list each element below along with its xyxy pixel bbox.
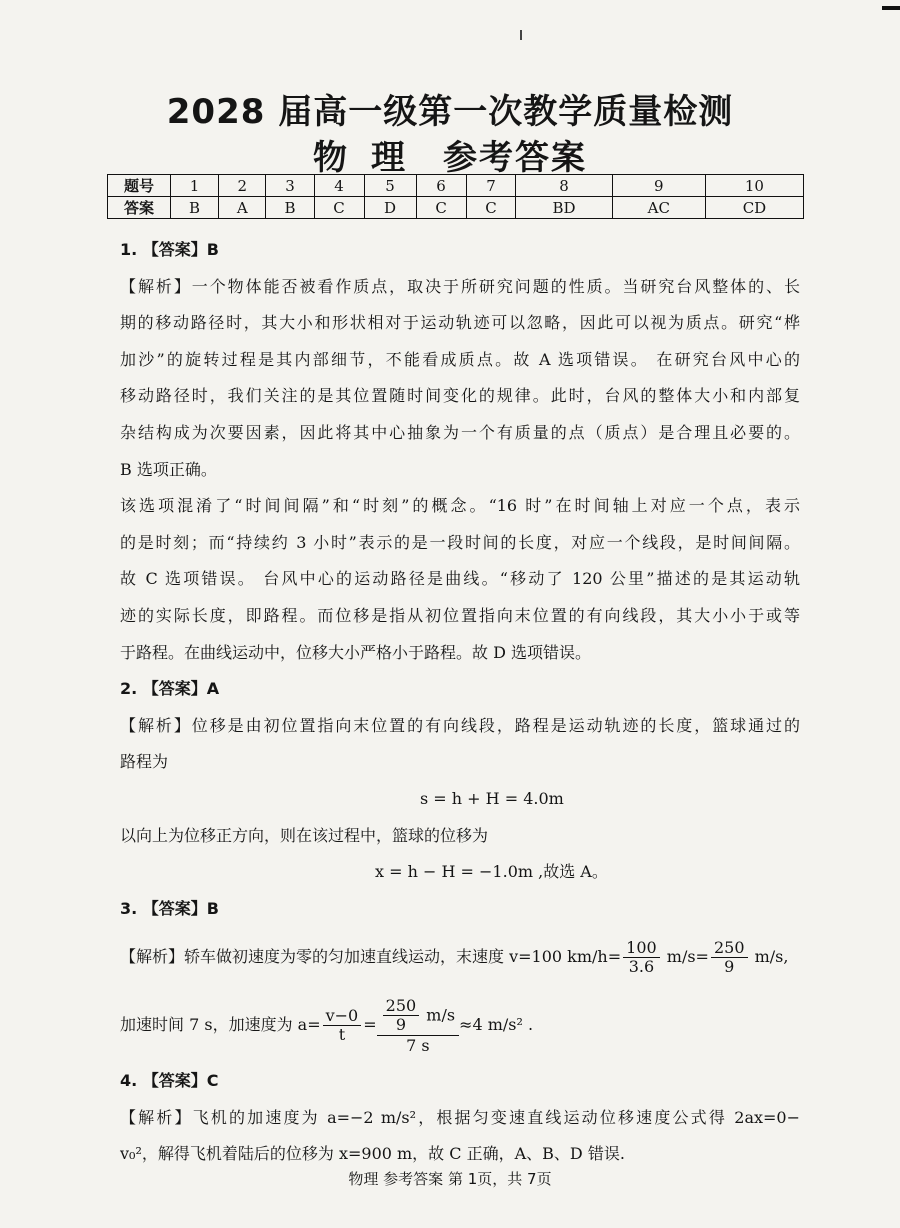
q1-line: B 选项正确。 [120, 459, 217, 479]
answer-cell: C [314, 197, 364, 219]
question-number: 1 [171, 175, 219, 197]
q1-line: 移动路径时，我们关注的是其位置随时间变化的规律。此时，台风的整体大小和内部复 [120, 386, 800, 406]
answer-cell: B [171, 197, 219, 219]
fraction-denominator: 3.6 [628, 957, 655, 977]
fraction [623, 939, 660, 977]
q4-heading: 4. 【答案】C [120, 1071, 219, 1091]
q1-line: 该选项混淆了“时间间隔”和“时刻”的概念。“16 时”在时间轴上对应一个点，表示 [120, 496, 800, 516]
question-number: 3 [266, 175, 314, 197]
nested-fraction-top [377, 997, 459, 1036]
q1-heading: 1. 【答案】B [120, 240, 219, 259]
subject-char-2: 理 [371, 138, 407, 178]
q1-line: 期的移动路径时，其大小和形状相对于运动轨迹可以忽略，因此可以视为质点。研究“桦 [120, 313, 800, 333]
subject-title [0, 130, 900, 179]
q2-line: 以向上为位移正方向，则在该过程中，篮球的位移为 [120, 825, 489, 845]
q3-text: m/s= [661, 947, 709, 967]
q3-text: m/s [421, 1005, 456, 1025]
q1-line: 【解析】一个物体能否被看作质点，取决于所研究问题的性质。当研究台风整体的、长 [120, 276, 800, 296]
scan-corner-mark [882, 6, 900, 10]
q1-line: 加沙”的旋转过程是其内部细节，不能看成质点。故 A 选项错误。 在研究台风中心的 [120, 349, 800, 369]
q1-line: 故 C 选项错误。 台风中心的运动路径是曲线。“移动了 120 公里”描述的是其运动轨 [120, 569, 800, 589]
answer-cell: B [266, 197, 314, 219]
fraction-denominator: t [338, 1025, 346, 1045]
q2-heading: 2. 【答案】A [120, 679, 220, 699]
question-number: 7 [466, 175, 516, 197]
fraction-numerator: v−0 [323, 1007, 362, 1026]
answer-table-header-row [108, 175, 804, 197]
answer-cell: BD [516, 197, 612, 219]
q1-line: 杂结构成为次要因素，因此将其中心抽象为一个有质量的点（质点）是合理且必要的。 [120, 422, 800, 442]
question-number: 10 [705, 175, 803, 197]
q3-line-acceleration [120, 987, 800, 1063]
q3-line-velocity [120, 927, 800, 987]
q2-line: 路程为 [120, 752, 169, 772]
answer-cell: AC [612, 197, 705, 219]
solutions-body [120, 232, 800, 1173]
question-number: 9 [612, 175, 705, 197]
answer-cell: D [364, 197, 416, 219]
q3-text: = [363, 1015, 377, 1035]
answer-cell: C [466, 197, 516, 219]
exam-title: 2028 届高一级第一次教学质量检测 [166, 92, 734, 132]
question-number: 5 [364, 175, 416, 197]
q3-text: m/s, [749, 947, 789, 967]
q3-text: 加速时间 7 s，加速度为 a= [120, 1015, 321, 1035]
question-number: 4 [314, 175, 364, 197]
answer-cell: C [416, 197, 466, 219]
question-number: 2 [219, 175, 266, 197]
q3-heading: 3. 【答案】B [120, 898, 219, 918]
answer-table-answer-label: 答案 [108, 197, 171, 219]
subject-char-1: 物 [313, 138, 349, 178]
answer-table-answer-row [108, 197, 804, 219]
fraction-numerator: 250 [711, 939, 748, 958]
q2-line: 【解析】位移是由初位置指向末位置的有向线段，路程是运动轨迹的长度，篮球通过的 [120, 715, 800, 735]
page-footer: 物理 参考答案 第 1页，共 7页 [348, 1170, 552, 1188]
nested-fraction-bottom: 7 s [406, 1035, 430, 1055]
q4-line: 【解析】飞机的加速度为 a=−2 m/s²，根据匀变速直线运动位移速度公式得 2ax=0− [120, 1107, 800, 1127]
scan-tick-mark [520, 30, 522, 40]
fraction-denominator: 9 [724, 957, 735, 977]
fraction-numerator: 250 [383, 997, 420, 1016]
question-number: 6 [416, 175, 466, 197]
q2-equation-displacement: x = h − H = −1.0m ,故选 A。 [375, 862, 608, 882]
fraction [711, 939, 748, 977]
question-number: 8 [516, 175, 612, 197]
fraction [323, 1007, 362, 1045]
nested-fraction [377, 997, 459, 1055]
answer-cell: CD [705, 197, 803, 219]
q1-line: 于路程。在曲线运动中，位移大小严格小于路程。故 D 选项错误。 [120, 642, 592, 662]
q1-line: 迹的实际长度，即路程。而位移是指从初位置指向末位置的有向线段，其大小小于或等 [120, 605, 800, 625]
q4-line: v₀²，解得飞机着陆后的位移为 x=900 m，故 C 正确，A、B、D 错误. [120, 1144, 625, 1164]
answer-cell: A [219, 197, 266, 219]
fraction-numerator: 100 [623, 939, 660, 958]
fraction [383, 997, 420, 1035]
q2-equation-path: s = h + H = 4.0m [420, 788, 564, 808]
answer-table-header-label: 题号 [108, 175, 171, 197]
subject-label: 参考答案 [443, 138, 587, 178]
q3-text: ≈4 m/s² . [459, 1015, 534, 1035]
fraction-denominator: 9 [395, 1015, 406, 1035]
q3-text: 【解析】轿车做初速度为零的匀加速直线运动，末速度 v=100 km/h= [120, 947, 622, 967]
q1-line: 的是时刻；而“持续约 3 小时”表示的是一段时间的长度，对应一个线段，是时间间隔。 [120, 532, 800, 552]
answer-table [107, 174, 804, 219]
